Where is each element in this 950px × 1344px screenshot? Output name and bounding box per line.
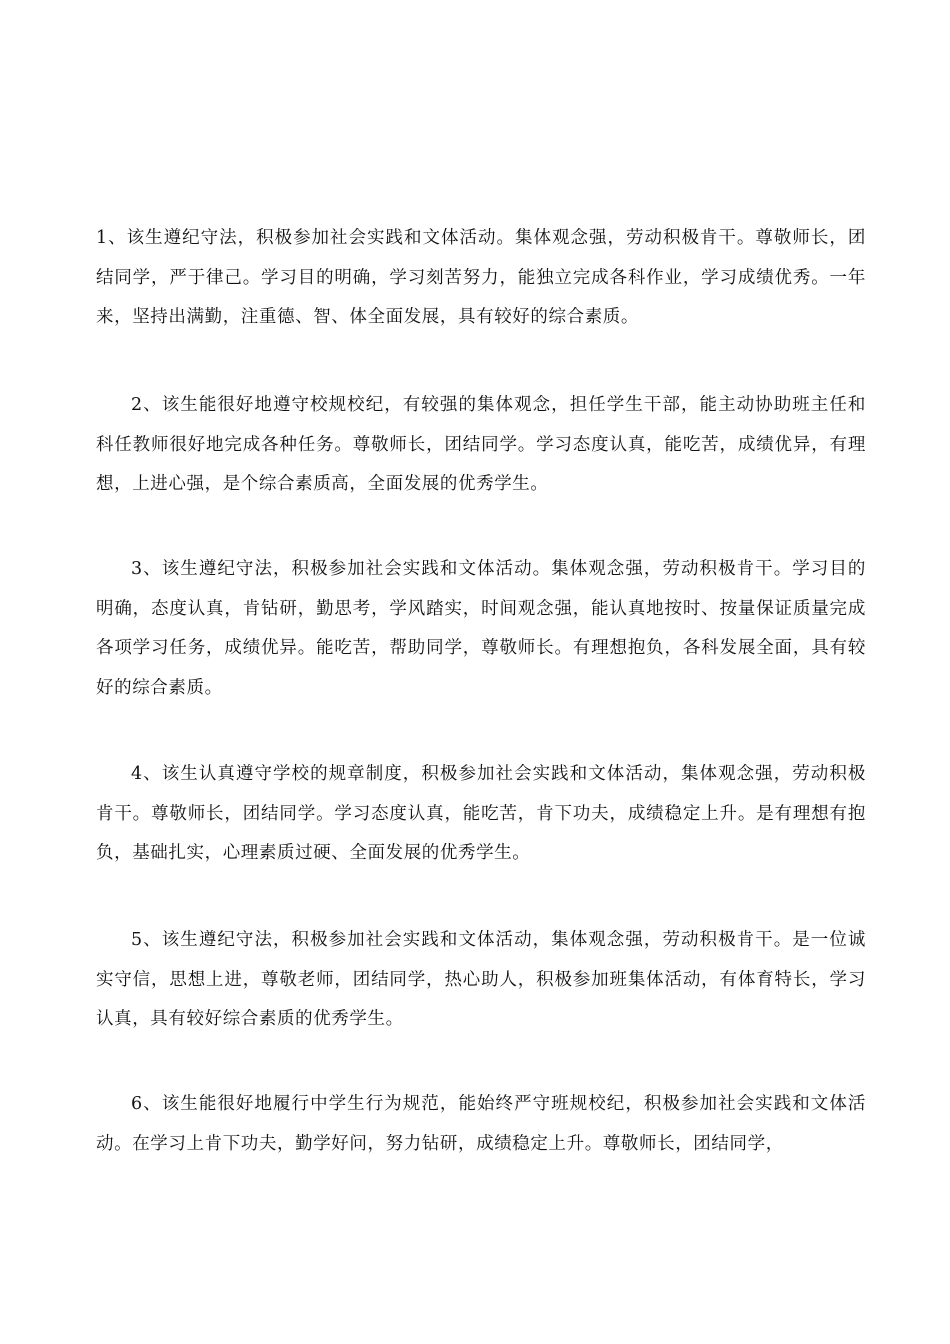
comment-paragraph-5: 5、该生遵纪守法，积极参加社会实践和文体活动，集体观念强，劳动积极肯干。是一位诚实守信，思想上进，尊敬老师，团结同学，热心助人，积极参加班集体活动，有体育特长，学习认真，具有较好综合素质的优秀学生。 — [96, 930, 866, 1029]
comment-paragraph-3: 3、该生遵纪守法，积极参加社会实践和文体活动。集体观念强，劳动积极肯干。学习目的明确，态度认真，肯钻研，勤思考，学风踏实，时间观念强，能认真地按时、按量保证质量完成各项学习任务，成绩优异。能吃苦，帮助同学，尊敬师长。有理想抱负，各科发展全面，具有较好的综合素质。 — [96, 559, 866, 698]
comment-paragraph-1: 1、该生遵纪守法，积极参加社会实践和文体活动。集体观念强，劳动积极肯干。尊敬师长，团结同学，严于律己。学习目的明确，学习刻苦努力，能独立完成各科作业，学习成绩优秀。一年来，坚持出满勤，注重德、智、体全面发展，具有较好的综合素质。 — [96, 228, 866, 327]
comment-paragraph-2: 2、该生能很好地遵守校规校纪，有较强的集体观念，担任学生干部，能主动协助班主任和科任教师很好地完成各种任务。尊敬师长，团结同学。学习态度认真，能吃苦，成绩优异，有理想，上进心强，是个综合素质高，全面发展的优秀学生。 — [96, 395, 866, 494]
comment-paragraph-6: 6、该生能很好地履行中学生行为规范，能始终严守班规校纪，积极参加社会实践和文体活动。在学习上肯下功夫，勤学好问，努力钻研，成绩稳定上升。尊敬师长，团结同学， — [96, 1094, 866, 1154]
comment-paragraph-4: 4、该生认真遵守学校的规章制度，积极参加社会实践和文体活动，集体观念强，劳动积极肯干。尊敬师长，团结同学。学习态度认真，能吃苦，肯下功夫，成绩稳定上升。是有理想有抱负，基础扎实，心理素质过硬、全面发展的优秀学生。 — [96, 764, 866, 863]
